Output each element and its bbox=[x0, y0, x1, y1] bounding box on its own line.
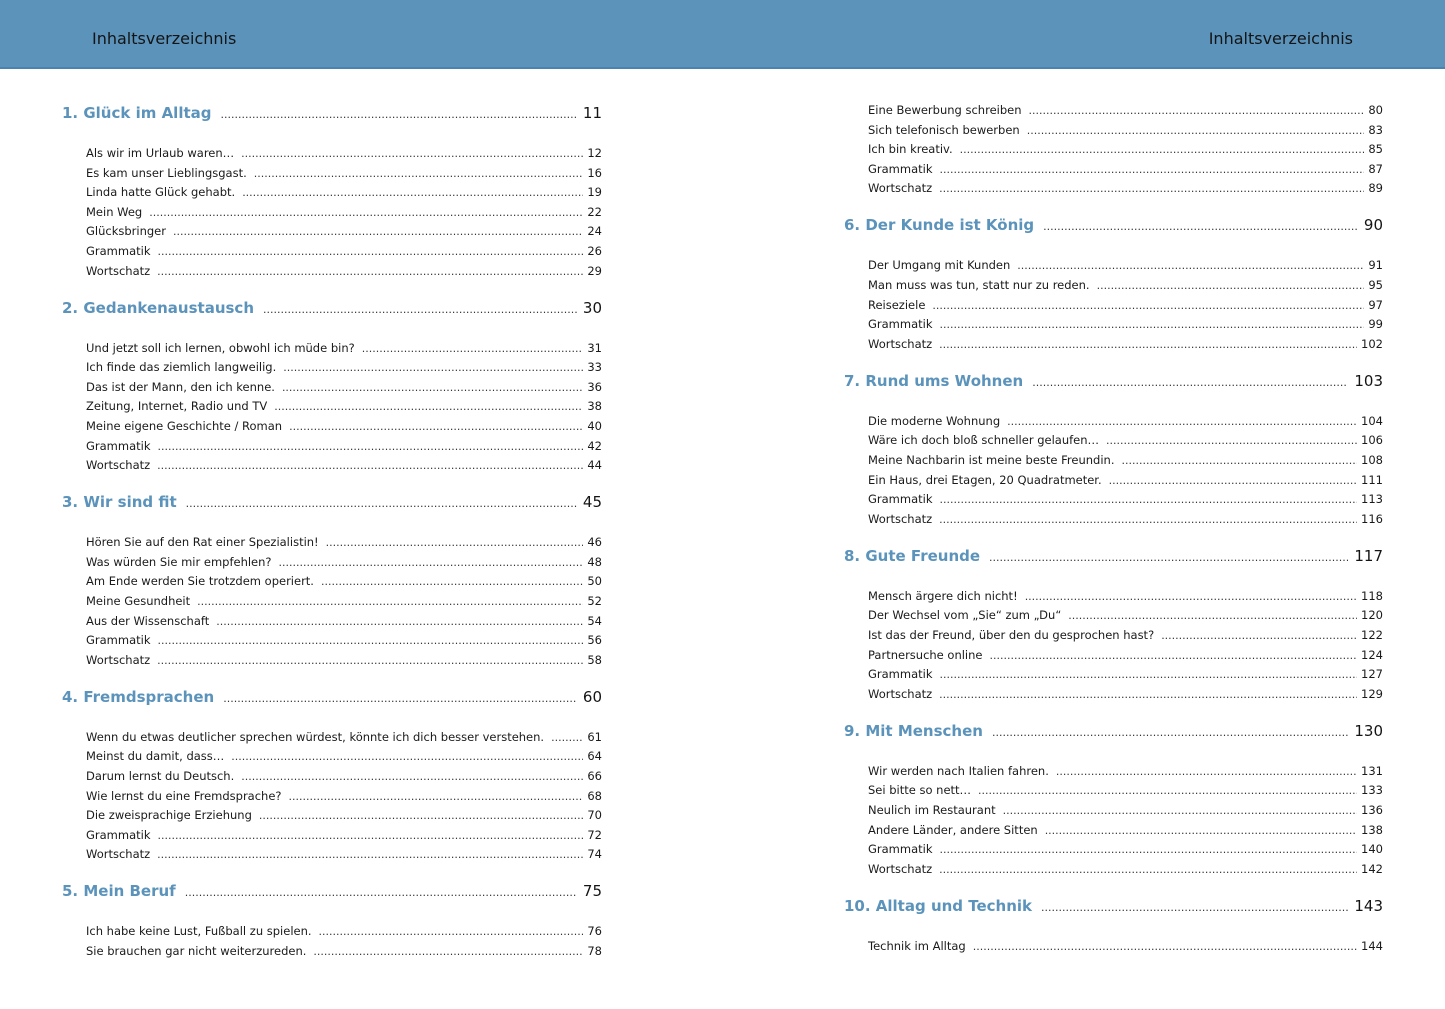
dot-leader bbox=[940, 317, 1365, 333]
chapter-entry[interactable] bbox=[844, 896, 1383, 918]
lesson-page-number: 144 bbox=[1361, 938, 1383, 953]
lesson-title: Aus der Wissenschaft bbox=[86, 613, 210, 628]
lesson-entry[interactable] bbox=[844, 607, 1383, 624]
dot-leader bbox=[1025, 589, 1357, 605]
dot-leader bbox=[173, 224, 583, 240]
dot-leader bbox=[960, 142, 1365, 158]
dot-leader bbox=[289, 419, 583, 435]
lesson-page-number: 48 bbox=[587, 554, 602, 569]
lesson-page-number: 120 bbox=[1361, 608, 1383, 623]
lesson-entry[interactable] bbox=[62, 827, 602, 844]
lesson-entry[interactable] bbox=[62, 359, 602, 376]
lesson-entry[interactable] bbox=[62, 184, 602, 201]
lesson-entry[interactable] bbox=[844, 102, 1383, 119]
chapter-title: 3. Wir sind fit bbox=[62, 493, 177, 512]
lesson-entry[interactable] bbox=[844, 647, 1383, 664]
chapter-title: 1. Glück im Alltag bbox=[62, 104, 212, 122]
lesson-title: Mein Weg bbox=[86, 204, 143, 219]
lesson-title: Wie lernst du eine Fremdsprache? bbox=[86, 788, 282, 803]
lesson-page-number: 54 bbox=[587, 613, 602, 628]
lesson-entry[interactable] bbox=[844, 938, 1383, 955]
lesson-title: Sich telefonisch bewerben bbox=[868, 122, 1020, 137]
lesson-entry[interactable] bbox=[844, 297, 1383, 314]
dot-leader bbox=[158, 828, 584, 844]
lesson-page-number: 76 bbox=[587, 924, 602, 939]
lesson-title: Andere Länder, andere Sitten bbox=[868, 822, 1038, 837]
lesson-page-number: 68 bbox=[587, 788, 602, 803]
lesson-page-number: 142 bbox=[1361, 861, 1383, 876]
lesson-page-number: 140 bbox=[1361, 842, 1383, 857]
lesson-entry[interactable] bbox=[844, 841, 1383, 858]
dot-leader bbox=[990, 648, 1358, 664]
lesson-title: Grammatik bbox=[86, 438, 151, 453]
header-band bbox=[0, 0, 1445, 69]
lesson-entry[interactable] bbox=[844, 257, 1383, 274]
dot-leader bbox=[362, 341, 584, 357]
lesson-entry[interactable] bbox=[62, 340, 602, 357]
lesson-page-number: 89 bbox=[1368, 181, 1383, 196]
lesson-title: Der Wechsel vom „Sie“ zum „Du“ bbox=[868, 608, 1062, 623]
lesson-page-number: 129 bbox=[1361, 686, 1383, 701]
lesson-title: Eine Bewerbung schreiben bbox=[868, 103, 1022, 117]
dot-leader bbox=[940, 492, 1358, 508]
dot-leader bbox=[1017, 258, 1364, 274]
lesson-page-number: 124 bbox=[1361, 647, 1383, 662]
dot-leader bbox=[940, 842, 1358, 858]
lesson-entry[interactable] bbox=[844, 141, 1383, 158]
lesson-title: Grammatik bbox=[868, 667, 933, 682]
lesson-entry[interactable] bbox=[844, 802, 1383, 819]
dot-leader bbox=[158, 633, 584, 649]
dot-leader bbox=[221, 105, 577, 125]
lesson-title: Wortschatz bbox=[868, 861, 933, 876]
lesson-title: Grammatik bbox=[868, 492, 933, 507]
lesson-page-number: 38 bbox=[587, 399, 602, 414]
lesson-title: Wortschatz bbox=[86, 652, 151, 667]
lesson-entry[interactable] bbox=[844, 432, 1383, 449]
lesson-title: Wäre ich doch bloß schneller gelaufen… bbox=[868, 433, 1100, 448]
dot-leader bbox=[1045, 823, 1357, 839]
dot-leader bbox=[1068, 608, 1357, 624]
lesson-entry[interactable] bbox=[844, 666, 1383, 683]
lesson-page-number: 127 bbox=[1361, 667, 1383, 682]
lesson-page-number: 122 bbox=[1361, 628, 1383, 642]
lesson-title: Die zweisprachige Erziehung bbox=[86, 808, 252, 823]
lesson-title: Am Ende werden Sie trotzdem operiert. bbox=[86, 574, 314, 589]
lesson-entry[interactable] bbox=[62, 807, 602, 824]
dot-leader bbox=[185, 883, 577, 903]
lesson-page-number: 118 bbox=[1361, 588, 1383, 603]
lesson-entry[interactable] bbox=[62, 554, 602, 571]
lesson-title: Grammatik bbox=[86, 827, 151, 842]
lesson-title: Grammatik bbox=[868, 161, 933, 176]
lesson-entry[interactable] bbox=[844, 180, 1383, 197]
lesson-title: Grammatik bbox=[86, 633, 151, 648]
dot-leader bbox=[313, 944, 583, 960]
dot-leader bbox=[289, 789, 584, 805]
dot-leader bbox=[158, 244, 584, 260]
chapter-page-number: 117 bbox=[1354, 546, 1383, 565]
lesson-page-number: 85 bbox=[1368, 142, 1383, 157]
lesson-entry[interactable] bbox=[62, 418, 602, 435]
chapter-title: 6. Der Kunde ist König bbox=[844, 216, 1035, 235]
lesson-title: Grammatik bbox=[86, 244, 151, 258]
dot-leader bbox=[940, 667, 1358, 683]
lesson-page-number: 12 bbox=[587, 146, 602, 160]
lesson-title: Ein Haus, drei Etagen, 20 Quadratmeter. bbox=[868, 472, 1102, 487]
lesson-page-number: 91 bbox=[1368, 258, 1383, 273]
chapter-entry[interactable] bbox=[62, 881, 602, 903]
lesson-entry[interactable] bbox=[62, 145, 602, 162]
lesson-title: Wortschatz bbox=[868, 181, 933, 196]
lesson-entry[interactable] bbox=[844, 336, 1383, 353]
lesson-title: Wortschatz bbox=[868, 686, 933, 701]
lesson-title: Reiseziele bbox=[868, 297, 926, 312]
lesson-page-number: 80 bbox=[1368, 103, 1383, 117]
chapter-title: 10. Alltag und Technik bbox=[844, 896, 1033, 915]
dot-leader bbox=[259, 808, 583, 824]
lesson-entry[interactable] bbox=[62, 729, 602, 746]
lesson-title: Technik im Alltag bbox=[868, 938, 966, 953]
lesson-entry[interactable] bbox=[844, 161, 1383, 178]
lesson-page-number: 19 bbox=[587, 185, 602, 200]
dot-leader bbox=[231, 749, 583, 765]
lesson-title: Sie brauchen gar nicht weiterzureden. bbox=[86, 944, 307, 958]
dot-leader bbox=[551, 730, 583, 746]
lesson-title: Meinst du damit, dass… bbox=[86, 749, 225, 764]
lesson-page-number: 52 bbox=[587, 594, 602, 608]
lesson-title: Das ist der Mann, den ich kenne. bbox=[86, 379, 275, 394]
dot-leader bbox=[326, 535, 584, 551]
dot-leader bbox=[282, 380, 583, 396]
chapter-page-number: 30 bbox=[582, 298, 602, 317]
chapter-entry[interactable] bbox=[844, 371, 1383, 393]
lesson-page-number: 99 bbox=[1368, 317, 1383, 332]
dot-leader bbox=[157, 264, 583, 280]
lesson-page-number: 133 bbox=[1361, 783, 1383, 798]
chapter-page-number: 60 bbox=[582, 687, 602, 706]
lesson-title: Grammatik bbox=[868, 317, 933, 332]
dot-leader bbox=[1007, 414, 1357, 430]
lesson-page-number: 36 bbox=[587, 379, 602, 394]
lesson-page-number: 58 bbox=[587, 652, 602, 667]
lesson-entry[interactable] bbox=[62, 438, 602, 455]
lesson-page-number: 104 bbox=[1361, 413, 1383, 428]
lesson-page-number: 116 bbox=[1361, 511, 1383, 526]
chapter-entry[interactable] bbox=[62, 298, 602, 320]
chapter-entry[interactable] bbox=[844, 546, 1383, 568]
lesson-page-number: 46 bbox=[587, 535, 602, 550]
dot-leader bbox=[1109, 473, 1357, 489]
dot-leader bbox=[1043, 217, 1358, 237]
lesson-page-number: 83 bbox=[1368, 122, 1383, 137]
dot-leader bbox=[254, 166, 584, 182]
dot-leader bbox=[992, 723, 1348, 743]
lesson-entry[interactable] bbox=[844, 491, 1383, 508]
lesson-title: Als wir im Urlaub waren… bbox=[86, 146, 235, 160]
lesson-entry[interactable] bbox=[62, 573, 602, 590]
dot-leader bbox=[197, 594, 583, 610]
chapter-page-number: 130 bbox=[1354, 721, 1383, 740]
dot-leader bbox=[319, 924, 584, 940]
dot-leader bbox=[989, 548, 1348, 568]
dot-leader bbox=[321, 574, 583, 590]
dot-leader bbox=[939, 181, 1364, 197]
dot-leader bbox=[973, 939, 1357, 955]
lesson-page-number: 108 bbox=[1361, 453, 1383, 467]
dot-leader bbox=[186, 494, 577, 514]
chapter-page-number: 11 bbox=[582, 104, 602, 122]
lesson-title: Wortschatz bbox=[868, 336, 933, 351]
chapter-title: 4. Fremdsprachen bbox=[62, 687, 215, 706]
lesson-page-number: 64 bbox=[587, 749, 602, 764]
lesson-entry[interactable] bbox=[844, 763, 1383, 780]
lesson-entry[interactable] bbox=[62, 534, 602, 551]
lesson-title: Wortschatz bbox=[86, 847, 151, 862]
lesson-title: Zeitung, Internet, Radio und TV bbox=[86, 399, 268, 414]
lesson-page-number: 74 bbox=[587, 847, 602, 862]
lesson-entry[interactable] bbox=[844, 588, 1383, 605]
lesson-entry[interactable] bbox=[62, 398, 602, 415]
chapter-entry[interactable] bbox=[62, 687, 602, 709]
chapter-entry[interactable] bbox=[62, 492, 602, 514]
header-title-right: Inhaltsverzeichnis bbox=[1208, 29, 1353, 48]
chapter-entry[interactable] bbox=[62, 103, 602, 125]
lesson-page-number: 31 bbox=[587, 340, 602, 355]
lesson-entry[interactable] bbox=[62, 204, 602, 221]
dot-leader bbox=[1041, 898, 1348, 918]
chapter-page-number: 90 bbox=[1363, 216, 1383, 235]
lesson-title: Ich bin kreativ. bbox=[868, 142, 953, 157]
dot-leader bbox=[1121, 453, 1357, 469]
dot-leader bbox=[932, 298, 1364, 314]
dot-leader bbox=[1032, 373, 1348, 393]
dot-leader bbox=[274, 399, 583, 415]
lesson-entry[interactable] bbox=[62, 379, 602, 396]
dot-leader bbox=[223, 689, 577, 709]
dot-leader bbox=[216, 614, 583, 630]
lesson-page-number: 44 bbox=[587, 458, 602, 473]
dot-leader bbox=[1029, 103, 1365, 119]
lesson-entry[interactable] bbox=[844, 277, 1383, 294]
lesson-page-number: 42 bbox=[587, 438, 602, 453]
lesson-page-number: 78 bbox=[587, 944, 602, 958]
dot-leader bbox=[263, 300, 577, 320]
lesson-title: Hören Sie auf den Rat einer Spezialistin! bbox=[86, 535, 319, 550]
dot-leader bbox=[939, 687, 1357, 703]
lesson-entry[interactable] bbox=[62, 223, 602, 240]
lesson-title: Ist das der Freund, über den du gesprochen hast? bbox=[868, 628, 1155, 642]
lesson-title: Wortschatz bbox=[868, 511, 933, 526]
lesson-entry[interactable] bbox=[844, 452, 1383, 469]
dot-leader bbox=[939, 512, 1357, 528]
lesson-page-number: 33 bbox=[587, 360, 602, 375]
lesson-page-number: 50 bbox=[587, 574, 602, 589]
dot-leader bbox=[157, 847, 583, 863]
lesson-page-number: 61 bbox=[587, 729, 602, 744]
lesson-entry[interactable] bbox=[844, 782, 1383, 799]
lesson-page-number: 70 bbox=[587, 808, 602, 823]
lesson-entry[interactable] bbox=[844, 686, 1383, 703]
lesson-entry[interactable] bbox=[844, 822, 1383, 839]
lesson-title: Darum lernst du Deutsch. bbox=[86, 769, 235, 783]
lesson-entry[interactable] bbox=[62, 748, 602, 765]
lesson-page-number: 29 bbox=[587, 263, 602, 278]
lesson-entry[interactable] bbox=[844, 316, 1383, 333]
lesson-page-number: 131 bbox=[1361, 763, 1383, 778]
lesson-entry[interactable] bbox=[844, 472, 1383, 489]
lesson-entry[interactable] bbox=[62, 846, 602, 863]
chapter-title: 2. Gedankenaustausch bbox=[62, 298, 255, 317]
chapter-entry[interactable] bbox=[844, 721, 1383, 743]
lesson-title: Man muss was tun, statt nur zu reden. bbox=[868, 278, 1090, 292]
lesson-page-number: 97 bbox=[1368, 297, 1383, 312]
lesson-title: Meine Nachbarin ist meine beste Freundin. bbox=[868, 453, 1115, 467]
lesson-entry[interactable] bbox=[62, 923, 602, 940]
lesson-title: Glücksbringer bbox=[86, 224, 166, 239]
dot-leader bbox=[1056, 764, 1357, 780]
lesson-title: Und jetzt soll ich lernen, obwohl ich müde bin? bbox=[86, 340, 355, 355]
dot-leader bbox=[1161, 628, 1357, 644]
chapter-page-number: 45 bbox=[582, 493, 602, 512]
chapter-title: 7. Rund ums Wohnen bbox=[844, 371, 1024, 390]
lesson-title: Neulich im Restaurant bbox=[868, 803, 996, 817]
lesson-entry[interactable] bbox=[62, 593, 602, 610]
dot-leader bbox=[939, 337, 1357, 353]
dot-leader bbox=[241, 146, 583, 162]
lesson-page-number: 113 bbox=[1361, 492, 1383, 507]
dot-leader bbox=[158, 439, 584, 455]
lesson-title: Der Umgang mit Kunden bbox=[868, 258, 1011, 273]
dot-leader bbox=[157, 458, 583, 474]
lesson-title: Grammatik bbox=[868, 842, 933, 857]
lesson-title: Sei bitte so nett… bbox=[868, 783, 972, 798]
lesson-title: Ich habe keine Lust, Fußball zu spielen. bbox=[86, 924, 312, 939]
lesson-entry[interactable] bbox=[62, 652, 602, 669]
lesson-entry[interactable] bbox=[844, 861, 1383, 878]
lesson-title: Es kam unser Lieblingsgast. bbox=[86, 165, 247, 180]
dot-leader bbox=[1003, 803, 1357, 819]
lesson-page-number: 56 bbox=[587, 633, 602, 648]
lesson-page-number: 87 bbox=[1368, 161, 1383, 176]
dot-leader bbox=[242, 185, 583, 201]
lesson-entry[interactable] bbox=[62, 263, 602, 280]
lesson-title: Meine Gesundheit bbox=[86, 594, 191, 608]
lesson-page-number: 95 bbox=[1368, 278, 1383, 292]
lesson-page-number: 26 bbox=[587, 244, 602, 258]
header-title-left: Inhaltsverzeichnis bbox=[92, 29, 237, 48]
lesson-entry[interactable] bbox=[844, 627, 1383, 644]
lesson-title: Meine eigene Geschichte / Roman bbox=[86, 419, 283, 433]
chapter-entry[interactable] bbox=[844, 215, 1383, 237]
lesson-title: Wortschatz bbox=[86, 458, 151, 473]
lesson-page-number: 40 bbox=[587, 419, 602, 433]
chapter-page-number: 75 bbox=[582, 882, 602, 901]
dot-leader bbox=[279, 555, 584, 571]
lesson-page-number: 136 bbox=[1361, 803, 1383, 817]
chapter-page-number: 143 bbox=[1354, 896, 1383, 915]
lesson-entry[interactable] bbox=[62, 632, 602, 649]
dot-leader bbox=[1027, 123, 1365, 139]
dot-leader bbox=[157, 653, 583, 669]
lesson-entry[interactable] bbox=[844, 122, 1383, 139]
dot-leader bbox=[283, 360, 583, 376]
dot-leader bbox=[940, 162, 1365, 178]
lesson-entry[interactable] bbox=[62, 613, 602, 630]
lesson-entry[interactable] bbox=[62, 943, 602, 960]
lesson-page-number: 138 bbox=[1361, 822, 1383, 837]
chapter-page-number: 103 bbox=[1354, 371, 1383, 390]
lesson-entry[interactable] bbox=[62, 768, 602, 785]
lesson-entry[interactable] bbox=[62, 457, 602, 474]
lesson-title: Wir werden nach Italien fahren. bbox=[868, 763, 1049, 778]
lesson-title: Mensch ärgere dich nicht! bbox=[868, 588, 1018, 603]
dot-leader bbox=[241, 769, 583, 785]
lesson-page-number: 16 bbox=[587, 165, 602, 180]
lesson-entry[interactable] bbox=[844, 413, 1383, 430]
lesson-title: Partnersuche online bbox=[868, 647, 983, 662]
lesson-title: Ich finde das ziemlich langweilig. bbox=[86, 360, 277, 375]
lesson-title: Die moderne Wohnung bbox=[868, 413, 1001, 428]
lesson-entry[interactable] bbox=[844, 511, 1383, 528]
lesson-page-number: 66 bbox=[587, 769, 602, 783]
lesson-entry[interactable] bbox=[62, 243, 602, 260]
lesson-title: Wenn du etwas deutlicher sprechen würdest, könnte ich dich besser verstehen. bbox=[86, 729, 545, 744]
lesson-page-number: 111 bbox=[1361, 472, 1383, 487]
lesson-title: Linda hatte Glück gehabt. bbox=[86, 185, 236, 200]
lesson-entry[interactable] bbox=[62, 165, 602, 182]
dot-leader bbox=[1106, 433, 1357, 449]
dot-leader bbox=[149, 205, 583, 221]
lesson-title: Was würden Sie mir empfehlen? bbox=[86, 554, 272, 569]
chapter-title: 5. Mein Beruf bbox=[62, 882, 176, 901]
lesson-page-number: 72 bbox=[587, 827, 602, 842]
dot-leader bbox=[1097, 278, 1365, 294]
lesson-page-number: 24 bbox=[587, 224, 602, 239]
lesson-page-number: 106 bbox=[1361, 433, 1383, 448]
lesson-page-number: 22 bbox=[587, 204, 602, 219]
dot-leader bbox=[978, 783, 1357, 799]
lesson-entry[interactable] bbox=[62, 788, 602, 805]
dot-leader bbox=[939, 862, 1357, 878]
lesson-page-number: 102 bbox=[1361, 336, 1383, 351]
chapter-title: 9. Mit Menschen bbox=[844, 721, 983, 740]
chapter-title: 8. Gute Freunde bbox=[844, 546, 981, 565]
lesson-title: Wortschatz bbox=[86, 263, 151, 278]
